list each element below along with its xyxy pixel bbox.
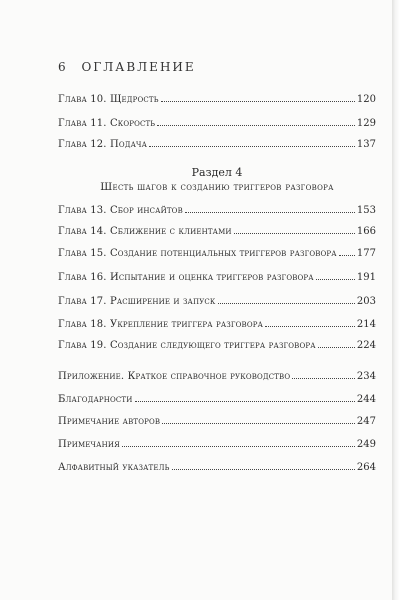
toc-entry-page: 120 <box>356 94 376 105</box>
toc-leader-dots <box>316 270 355 280</box>
section-label: Раздел 4 <box>191 166 243 179</box>
toc-entry-page: 247 <box>356 416 376 427</box>
toc-entry-title: Глава 19. Создание следующего триггера разговора <box>58 340 316 351</box>
toc-entry-title: Глава 11. Скорость <box>58 118 156 129</box>
toc-entry-title: Глава 12. Подача <box>58 139 148 150</box>
toc-entry-title: Благодарности <box>58 394 133 405</box>
toc-entry <box>58 317 376 331</box>
toc-entry-title: Глава 13. Сбор инсайтов <box>58 205 183 216</box>
toc-entry <box>58 137 376 151</box>
toc-entry <box>58 92 376 106</box>
toc-entry-page: 214 <box>356 319 376 330</box>
section-subtitle: Шесть шагов к созданию триггеров разговора <box>100 181 334 193</box>
toc-leader-dots <box>318 338 355 348</box>
toc-leader-dots <box>135 392 355 402</box>
toc-entry-page: 129 <box>356 118 376 129</box>
toc-leader-dots <box>339 246 355 256</box>
toc-entry-page: 234 <box>356 371 376 382</box>
toc-entry <box>58 338 376 352</box>
toc-entry <box>58 116 376 130</box>
toc-entry <box>58 224 376 238</box>
toc-entry-page: 153 <box>356 205 376 216</box>
toc-entry-page: 166 <box>356 226 376 237</box>
toc-entry-title: Алфавитный указатель <box>58 462 170 473</box>
toc-entry-title: Глава 17. Расширение и запуск <box>58 296 216 307</box>
toc-entry-title: Глава 18. Укрепление триггера разговора <box>58 319 264 330</box>
toc-entry <box>58 392 376 406</box>
toc-entry-title: Глава 16. Испытание и оценка триггеров разговора <box>58 272 314 283</box>
toc-entry-title: Приложение. Краткое справочное руководство <box>58 371 291 382</box>
toc-entry-title: Глава 10. Щедрость <box>58 94 159 105</box>
running-head <box>58 60 196 74</box>
toc-entry <box>58 294 376 308</box>
toc-entry-title: Глава 14. Сближение с клиентами <box>58 226 232 237</box>
toc-leader-dots <box>149 137 355 147</box>
toc-entry-page: 244 <box>356 394 376 405</box>
toc-entry-page: 203 <box>356 296 376 307</box>
toc-entry-title: Примечание авторов <box>58 416 161 427</box>
toc-leader-dots <box>161 92 355 102</box>
toc-leader-dots <box>218 294 355 304</box>
toc-entry <box>58 414 376 428</box>
toc-entry-title: Глава 15. Создание потенциальных триггеров разговора <box>58 248 337 259</box>
toc-entry-page: 264 <box>356 462 376 473</box>
running-head-page-number: 6 <box>58 60 66 74</box>
toc-entry <box>58 460 376 474</box>
page-edge-shadow <box>392 0 400 600</box>
toc-leader-dots <box>265 317 355 327</box>
toc-leader-dots <box>122 437 355 447</box>
toc-entry <box>58 270 376 284</box>
toc-entry <box>58 203 376 217</box>
running-head-title: ОГЛАВЛЕНИЕ <box>81 60 196 74</box>
toc-entry-page: 177 <box>356 248 376 259</box>
toc-entry <box>58 369 376 383</box>
toc-leader-dots <box>172 460 355 470</box>
toc-leader-dots <box>185 203 355 213</box>
toc-entry-page: 224 <box>356 340 376 351</box>
toc-leader-dots <box>157 116 355 126</box>
toc-entry-title: Примечания <box>58 439 120 450</box>
toc-entry-page: 249 <box>356 439 376 450</box>
toc-leader-dots <box>292 369 355 379</box>
toc-leader-dots <box>162 414 355 424</box>
toc-leader-dots <box>234 224 355 234</box>
toc-entry-page: 191 <box>356 272 376 283</box>
toc-entry-page: 137 <box>356 139 376 150</box>
toc-entry <box>58 246 376 260</box>
toc-entry <box>58 437 376 451</box>
